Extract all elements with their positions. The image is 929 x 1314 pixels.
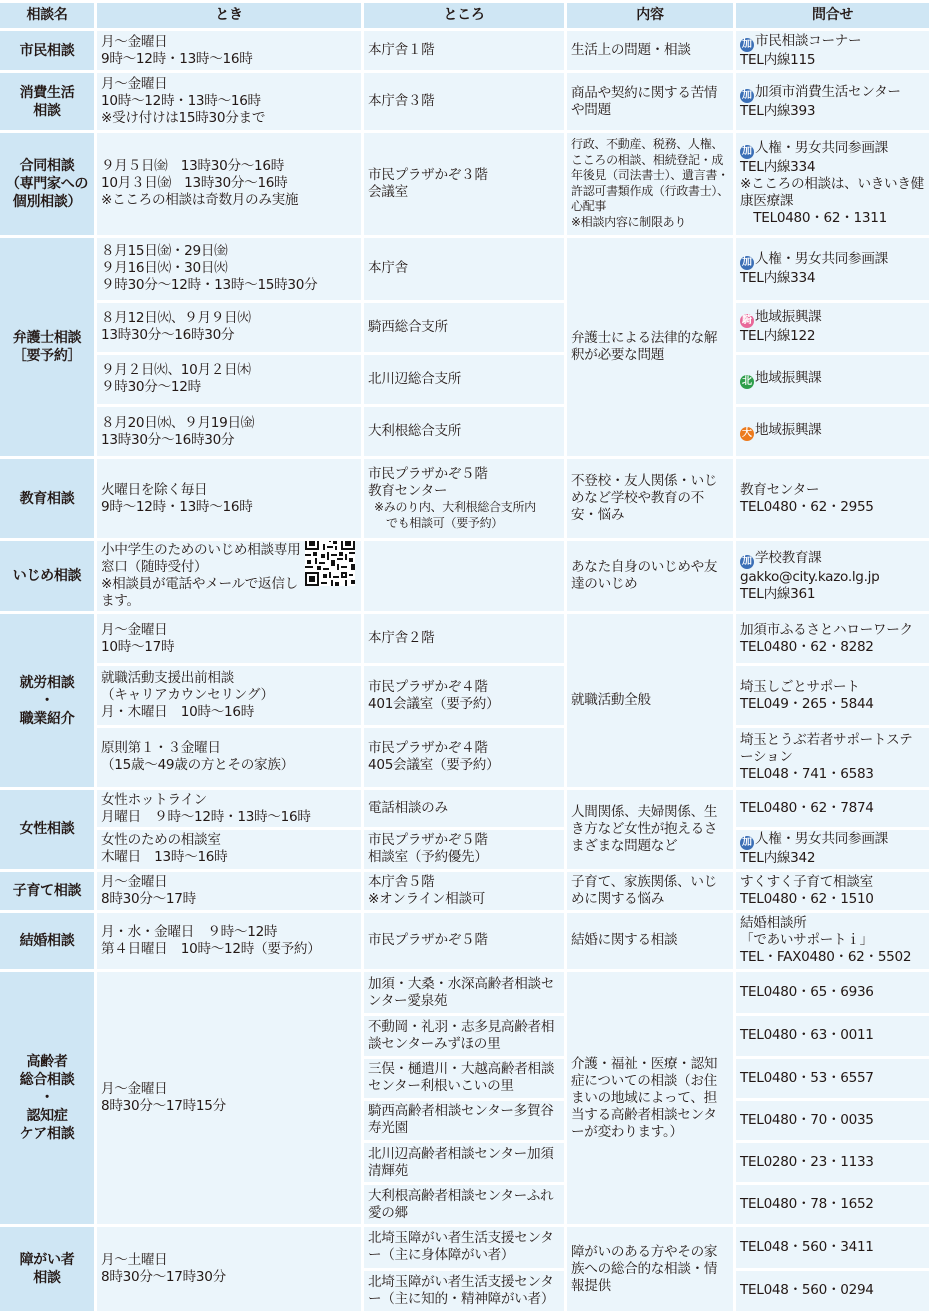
header-when: とき	[97, 3, 361, 28]
row-ijime	[0, 541, 929, 611]
where-bengoshi-1: 本庁舎	[364, 238, 564, 299]
where-koreisha-4: 騎西高齢者相談センター多賀谷寿光園	[364, 1101, 564, 1140]
where-godo-2: 会議室	[368, 183, 408, 200]
contact-shuro-3-tel: TEL048・741・6583	[740, 765, 874, 782]
where-josei-2b: 相談室（予約優先）	[368, 849, 488, 866]
name-koreisha-2: 総合相談	[19, 1072, 75, 1089]
contact-kosodate	[736, 872, 929, 910]
contact-shuro-3	[736, 728, 929, 787]
contact-godo-dept	[740, 140, 925, 159]
contact-godo-name: 人権・男女共同参画課	[755, 140, 888, 157]
contact-bengoshi-1-dept	[740, 251, 925, 270]
when-josei-2a: 女性のための相談室	[101, 832, 221, 849]
when-kyoiku-days: 火曜日を除く毎日	[101, 481, 208, 498]
when-koreisha-hours: 8時30分～17時15分	[101, 1098, 226, 1115]
contact-ijime-tel: TEL内線361	[740, 585, 816, 602]
row-josei-1	[0, 790, 929, 827]
when-kyoiku-hours: 9時～12時・13時～16時	[101, 498, 253, 515]
name-bengoshi	[0, 238, 94, 456]
where-josei-1: 電話相談のみ	[364, 790, 564, 827]
name-koreisha-5: ケア相談	[19, 1126, 75, 1143]
content-josei: 人間関係、夫婦関係、生き方など女性が抱えるさまざまな問題など	[567, 790, 733, 868]
when-ijime-1: 小中学生のためのいじめ相談専用窓口（随時受付）	[101, 542, 301, 576]
content-ijime: あなた自身のいじめや友達のいじめ	[567, 541, 733, 611]
contact-shuro-2	[736, 666, 929, 724]
contact-koreisha-3: TEL0480・53・6557	[736, 1059, 929, 1098]
content-koreisha: 介護・福祉・医療・認知症についての相談（お住まいの地域によって、担当する高齢者相談センターが変わります。）	[567, 972, 733, 1224]
contact-godo-note: ※こころの相談は、いきいき健康医療課	[740, 176, 924, 210]
when-shimin-days: 月～金曜日	[101, 33, 168, 50]
contact-koreisha-2: TEL0480・63・0011	[736, 1016, 929, 1055]
name-shogai-2: 相談	[33, 1270, 61, 1287]
when-kosodate-days: 月～金曜日	[101, 873, 168, 890]
kazo-badge-icon: 加	[742, 555, 752, 567]
when-bengoshi-2	[97, 303, 361, 352]
contact-koreisha-6: TEL0480・78・1652	[736, 1185, 929, 1224]
where-shuro-1: 本庁舎２階	[364, 614, 564, 663]
when-kekkon-2: 第４日曜日 10時～12時（要予約）	[101, 940, 321, 957]
when-josei-1b: 月曜日 ９時～12時・13時～16時	[101, 808, 311, 825]
name-kekkon: 結婚相談	[0, 913, 94, 969]
contact-kekkon-2: 「であいサポートｉ」	[740, 932, 873, 949]
content-kyoiku: 不登校・友人関係・いじめなど学校や教育の不安・悩み	[567, 459, 733, 537]
contact-shuro-3-name: 埼玉とうぶ若者サポートステーション	[740, 731, 913, 765]
contact-josei-2-dept	[740, 831, 925, 850]
where-bengoshi-2: 騎西総合支所	[364, 303, 564, 352]
where-josei-2a: 市民プラザかぞ５階	[368, 832, 488, 849]
name-godo	[0, 133, 94, 236]
when-josei-1a: 女性ホットライン	[101, 791, 207, 808]
row-shogai-1	[0, 1227, 929, 1267]
name-koreisha-1: 高齢者	[26, 1054, 68, 1071]
when-shuro-2	[97, 666, 361, 724]
contact-josei-2-tel: TEL内線342	[740, 850, 816, 867]
where-shuro-2	[364, 666, 564, 724]
row-kosodate	[0, 872, 929, 910]
oone-badge-icon: 大	[742, 428, 752, 440]
contact-bengoshi-2-name: 地域振興課	[755, 309, 822, 326]
when-koreisha	[97, 972, 361, 1224]
name-shuro	[0, 614, 94, 787]
row-josei-2	[0, 830, 929, 868]
contact-shimin-tel: TEL内線115	[740, 51, 816, 68]
contact-shohi	[736, 73, 929, 129]
row-shuro-3	[0, 728, 929, 787]
contact-shuro-2-tel: TEL049・265・5844	[740, 695, 874, 712]
when-shuro-3a: 原則第１・３金曜日	[101, 740, 221, 757]
name-shogai	[0, 1227, 94, 1311]
where-kyoiku-2: 教育センター	[368, 483, 448, 500]
row-shuro-1	[0, 614, 929, 663]
row-bengoshi-1	[0, 238, 929, 299]
row-bengoshi-4	[0, 407, 929, 456]
kitakawabe-badge-icon: 北	[742, 375, 752, 387]
where-shuro-3a: 市民プラザかぞ４階	[368, 740, 488, 757]
contact-bengoshi-1-name: 人権・男女共同参画課	[755, 250, 888, 267]
when-shuro-2b: （キャリアカウンセリング）	[101, 687, 274, 704]
row-kekkon	[0, 913, 929, 969]
contact-shimin-name: 市民相談コーナー	[755, 32, 862, 49]
where-godo-1: 市民プラザかぞ３階	[368, 166, 488, 183]
contact-ijime-name: 学校教育課	[755, 549, 822, 566]
header-contact: 問合せ	[736, 3, 929, 28]
when-shogai-hours: 8時30分～17時30分	[101, 1269, 226, 1286]
when-bengoshi-4a: ８月20日㈬、９月19日㈮	[101, 414, 255, 431]
when-kyoiku	[97, 459, 361, 537]
when-godo-3: ※こころの相談は奇数月のみ実施	[101, 192, 299, 209]
contact-ijime-email[interactable]: gakko@city.kazo.lg.jp	[740, 568, 880, 585]
where-kyoiku-1: 市民プラザかぞ５階	[368, 466, 488, 483]
when-kekkon	[97, 913, 361, 969]
name-bengoshi-2: ［要予約］	[12, 348, 82, 365]
contact-bengoshi-2	[736, 303, 929, 352]
header-where: ところ	[364, 3, 564, 28]
when-shohi-hours: 10時～12時・13時～16時	[101, 93, 261, 110]
name-shuro-3: 職業紹介	[19, 710, 75, 727]
when-shimin-hours: 9時～12時・13時～16時	[101, 50, 253, 67]
when-shuro-1b: 10時～17時	[101, 638, 175, 655]
contact-shohi-tel: TEL内線393	[740, 102, 816, 119]
name-godo-2: （専門家への	[5, 175, 89, 192]
contact-shohi-dept	[740, 84, 925, 103]
header-name: 相談名	[0, 3, 94, 28]
contact-bengoshi-2-tel: TEL内線122	[740, 328, 816, 345]
where-kosodate	[364, 872, 564, 910]
when-bengoshi-3	[97, 355, 361, 404]
when-shuro-2c: 月・木曜日 10時～16時	[101, 704, 255, 721]
content-bengoshi: 弁護士による法律的な解釈が必要な問題	[567, 238, 733, 456]
row-godo	[0, 133, 929, 236]
contact-koreisha-1: TEL0480・65・6936	[736, 972, 929, 1013]
when-bengoshi-1c: ９時30分～12時・13時～15時30分	[101, 277, 318, 294]
contact-bengoshi-1-tel: TEL内線334	[740, 269, 816, 286]
when-bengoshi-2b: 13時30分～16時30分	[101, 327, 235, 344]
content-shimin: 生活上の問題・相談	[567, 31, 733, 70]
name-koreisha	[0, 972, 94, 1224]
when-shuro-1	[97, 614, 361, 663]
when-josei-2b: 木曜日 13時～16時	[101, 849, 228, 866]
name-shuro-2: ・	[40, 692, 54, 709]
where-koreisha-5: 北川辺高齢者相談センター加須清輝苑	[364, 1143, 564, 1182]
name-bengoshi-1: 弁護士相談	[12, 330, 82, 347]
when-koreisha-days: 月～金曜日	[101, 1081, 168, 1098]
kazo-badge-icon: 加	[742, 89, 752, 101]
where-shimin: 本庁舎１階	[364, 31, 564, 70]
where-kyoiku	[364, 459, 564, 537]
name-kosodate: 子育て相談	[0, 872, 94, 910]
contact-bengoshi-4	[736, 407, 929, 456]
when-shuro-3b: （15歳～49歳の方とその家族）	[101, 757, 294, 774]
contact-godo-note-tel: TEL0480・62・1311	[740, 210, 887, 227]
contact-shuro-1-name: 加須市ふるさとハローワーク	[740, 621, 913, 638]
where-ijime	[364, 541, 564, 611]
content-godo	[567, 133, 733, 236]
where-shuro-2b: 401会議室（要予約）	[368, 695, 500, 712]
contact-kosodate-tel: TEL0480・62・1510	[740, 890, 874, 907]
when-bengoshi-3a: ９月２日㈫、10月２日㈭	[101, 362, 251, 379]
name-ijime: いじめ相談	[0, 541, 94, 611]
contact-shuro-1	[736, 614, 929, 663]
content-godo-1: 行政、不動産、税務、人権、こころの相談、相続登記・成年後見（司法書士）、遺言書・許認可書類作成（行政書士）、心配事	[571, 137, 729, 214]
when-shogai-days: 月～土曜日	[101, 1252, 168, 1269]
when-shimin	[97, 31, 361, 70]
where-shogai-2: 北埼玉障がい者生活支援センター（主に知的・精神障がい者）	[364, 1271, 564, 1311]
where-koreisha-6: 大利根高齢者相談センターふれ愛の郷	[364, 1185, 564, 1224]
when-ijime	[97, 541, 361, 611]
qr-code-icon[interactable]	[305, 541, 355, 586]
contact-bengoshi-1	[736, 238, 929, 299]
contact-josei-2	[736, 830, 929, 868]
row-koreisha-1	[0, 972, 929, 1013]
where-kosodate-2: ※オンライン相談可	[368, 890, 486, 907]
contact-shimin	[736, 31, 929, 70]
row-shohi	[0, 73, 929, 129]
row-shuro-2	[0, 666, 929, 724]
where-kekkon: 市民プラザかぞ５階	[364, 913, 564, 969]
when-bengoshi-1	[97, 238, 361, 299]
when-kosodate	[97, 872, 361, 910]
content-shuro: 就職活動全般	[567, 614, 733, 787]
where-josei-2	[364, 830, 564, 868]
kazo-badge-icon: 加	[742, 38, 752, 50]
where-bengoshi-3: 北川辺総合支所	[364, 355, 564, 404]
when-bengoshi-1b: ９月16日㈫・30日㈫	[101, 260, 228, 277]
when-bengoshi-2a: ８月12日㈫、９月９日㈫	[101, 310, 251, 327]
when-bengoshi-4b: 13時30分～16時30分	[101, 431, 235, 448]
name-shohi	[0, 73, 94, 129]
contact-kosodate-name: すくすく子育て相談室	[740, 873, 873, 890]
when-bengoshi-4	[97, 407, 361, 456]
name-godo-3: 個別相談）	[12, 193, 82, 210]
when-kosodate-hours: 8時30分～17時	[101, 890, 196, 907]
when-shohi	[97, 73, 361, 129]
contact-shuro-1-tel: TEL0480・62・8282	[740, 638, 874, 655]
contact-josei-2-name: 人権・男女共同参画課	[755, 831, 888, 848]
when-shohi-days: 月～金曜日	[101, 76, 168, 93]
when-shuro-3	[97, 728, 361, 787]
where-shuro-3	[364, 728, 564, 787]
when-shuro-2a: 就職活動支援出前相談	[101, 670, 234, 687]
name-godo-1: 合同相談	[19, 157, 75, 174]
header-row	[0, 3, 929, 28]
name-koreisha-3: ・	[40, 1090, 54, 1107]
row-shimin	[0, 31, 929, 70]
where-kyoiku-3: ※みのり内、大利根総合支所内	[374, 500, 536, 515]
name-shohi-1: 消費生活	[19, 84, 75, 101]
name-kyoiku: 教育相談	[0, 459, 94, 537]
when-shohi-note: ※受け付けは15時30分まで	[101, 110, 266, 127]
when-josei-2	[97, 830, 361, 868]
where-kyoiku-4: でも相談可（要予約）	[386, 515, 504, 530]
where-kosodate-1: 本庁舎５階	[368, 873, 435, 890]
contact-godo	[736, 133, 929, 236]
name-shohi-2: 相談	[33, 102, 61, 119]
name-shogai-1: 障がい者	[19, 1252, 75, 1269]
name-shuro-1: 就労相談	[19, 674, 75, 691]
when-bengoshi-3b: ９時30分～12時	[101, 379, 201, 396]
name-koreisha-4: 認知症	[26, 1108, 68, 1125]
contact-godo-tel: TEL内線334	[740, 159, 816, 176]
where-shogai-1: 北埼玉障がい者生活支援センター（主に身体障がい者）	[364, 1227, 564, 1267]
content-godo-2: ※相談内容に制限あり	[571, 214, 687, 229]
when-godo-2: 10月３日㈮ 13時30分～16時	[101, 175, 288, 192]
contact-kyoiku	[736, 459, 929, 537]
contact-bengoshi-3-dept	[740, 370, 925, 389]
when-kekkon-1: 月・水・金曜日 ９時～12時	[101, 923, 278, 940]
when-godo-1: ９月５日㈮ 13時30分～16時	[101, 158, 285, 175]
where-koreisha-2: 不動岡・礼羽・志多見高齢者相談センターみずほの里	[364, 1016, 564, 1055]
where-koreisha-3: 三俣・樋遣川・大越高齢者相談センター利根いこいの里	[364, 1059, 564, 1098]
contact-shimin-dept	[740, 33, 925, 52]
contact-kyoiku-name: 教育センター	[740, 481, 820, 498]
when-shuro-1a: 月～金曜日	[101, 621, 168, 638]
content-shohi: 商品や契約に関する苦情や問題	[567, 73, 733, 129]
contact-bengoshi-4-name: 地域振興課	[755, 422, 822, 439]
name-josei: 女性相談	[0, 790, 94, 868]
kisai-badge-icon: 騎	[742, 315, 752, 327]
when-godo	[97, 133, 361, 236]
contact-koreisha-5: TEL0280・23・1133	[736, 1143, 929, 1182]
where-shuro-3b: 405会議室（要予約）	[368, 757, 500, 774]
where-koreisha-1: 加須・大桑・水深高齢者相談センター愛泉苑	[364, 972, 564, 1013]
when-josei-1	[97, 790, 361, 827]
name-shimin: 市民相談	[0, 31, 94, 70]
header-content: 内容	[567, 3, 733, 28]
contact-josei-1: TEL0480・62・7874	[736, 790, 929, 827]
kazo-badge-icon: 加	[742, 146, 752, 158]
contact-kekkon	[736, 913, 929, 969]
row-bengoshi-2	[0, 303, 929, 352]
where-shohi: 本庁舎３階	[364, 73, 564, 129]
kazo-badge-icon: 加	[742, 256, 752, 268]
contact-bengoshi-3	[736, 355, 929, 404]
contact-kekkon-1: 結婚相談所	[740, 915, 807, 932]
contact-bengoshi-4-dept	[740, 422, 925, 441]
content-kekkon: 結婚に関する相談	[567, 913, 733, 969]
contact-ijime	[736, 541, 929, 611]
contact-shohi-name: 加須市消費生活センター	[755, 83, 901, 100]
row-bengoshi-3	[0, 355, 929, 404]
where-shuro-2a: 市民プラザかぞ４階	[368, 678, 488, 695]
where-bengoshi-4: 大利根総合支所	[364, 407, 564, 456]
when-bengoshi-1a: ８月15日㈮・29日㈮	[101, 243, 228, 260]
contact-bengoshi-2-dept	[740, 309, 925, 328]
where-godo	[364, 133, 564, 236]
row-kyoiku	[0, 459, 929, 537]
contact-kekkon-tel: TEL・FAX0480・62・5502	[740, 949, 912, 966]
contact-ijime-dept	[740, 550, 925, 569]
content-kosodate: 子育て、家族関係、いじめに関する悩み	[567, 872, 733, 910]
contact-bengoshi-3-name: 地域振興課	[755, 369, 822, 386]
contact-shogai-2: TEL048・560・0294	[736, 1271, 929, 1311]
contact-kyoiku-tel: TEL0480・62・2955	[740, 498, 874, 515]
contact-shuro-2-name: 埼玉しごとサポート	[740, 678, 860, 695]
when-shogai	[97, 1227, 361, 1311]
when-ijime-2: ※相談員が電話やメールで返信します。	[101, 576, 298, 610]
contact-koreisha-4: TEL0480・70・0035	[736, 1101, 929, 1140]
content-shogai: 障がいのある方やその家族への総合的な相談・情報提供	[567, 1227, 733, 1311]
contact-shogai-1: TEL048・560・3411	[736, 1227, 929, 1267]
kazo-badge-icon: 加	[742, 837, 752, 849]
